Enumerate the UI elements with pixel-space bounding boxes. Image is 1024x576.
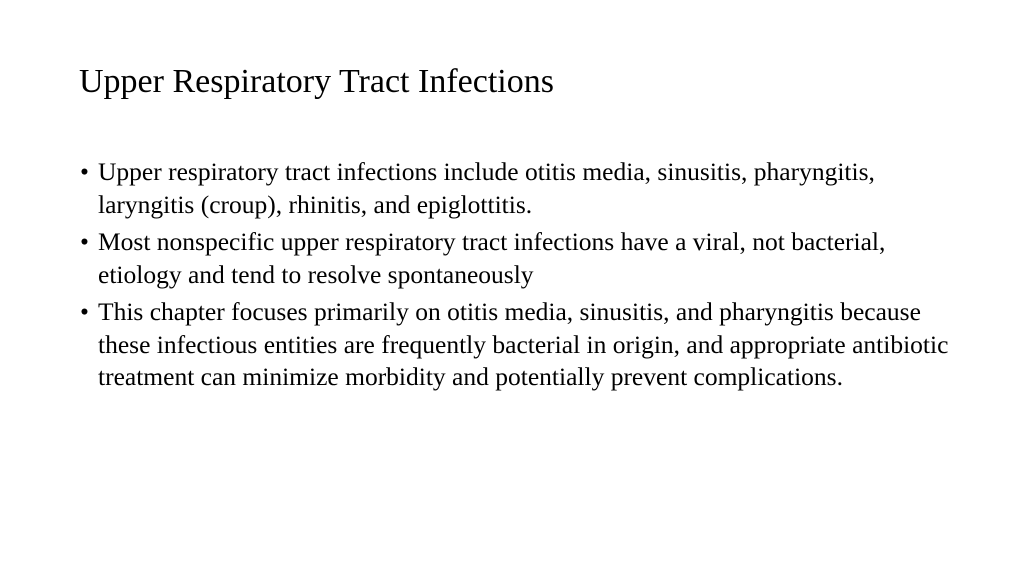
bullet-text: Upper respiratory tract infections include otitis media, sinusitis, pharyngitis, laryngitis (croup), rhinitis, and epiglottitis. bbox=[98, 157, 875, 219]
bullet-dot-icon: • bbox=[80, 297, 89, 326]
bullet-text: This chapter focuses primarily on otitis media, sinusitis, and pharyngitis because these infectious entities are frequently bacterial in origin, and appropriate antibiotic treatment can minimize morbidity and potentially prevent complications. bbox=[98, 297, 949, 391]
bullet-item bbox=[79, 226, 959, 291]
bullet-list bbox=[79, 156, 959, 399]
bullet-item bbox=[79, 156, 959, 221]
bullet-dot-icon: • bbox=[80, 227, 89, 256]
bullet-text: Most nonspecific upper respiratory tract infections have a viral, not bacterial, etiology and tend to resolve spontaneously bbox=[98, 227, 886, 289]
slide-title: Upper Respiratory Tract Infections bbox=[79, 63, 554, 100]
bullet-dot-icon: • bbox=[80, 157, 89, 186]
bullet-item bbox=[79, 296, 959, 394]
